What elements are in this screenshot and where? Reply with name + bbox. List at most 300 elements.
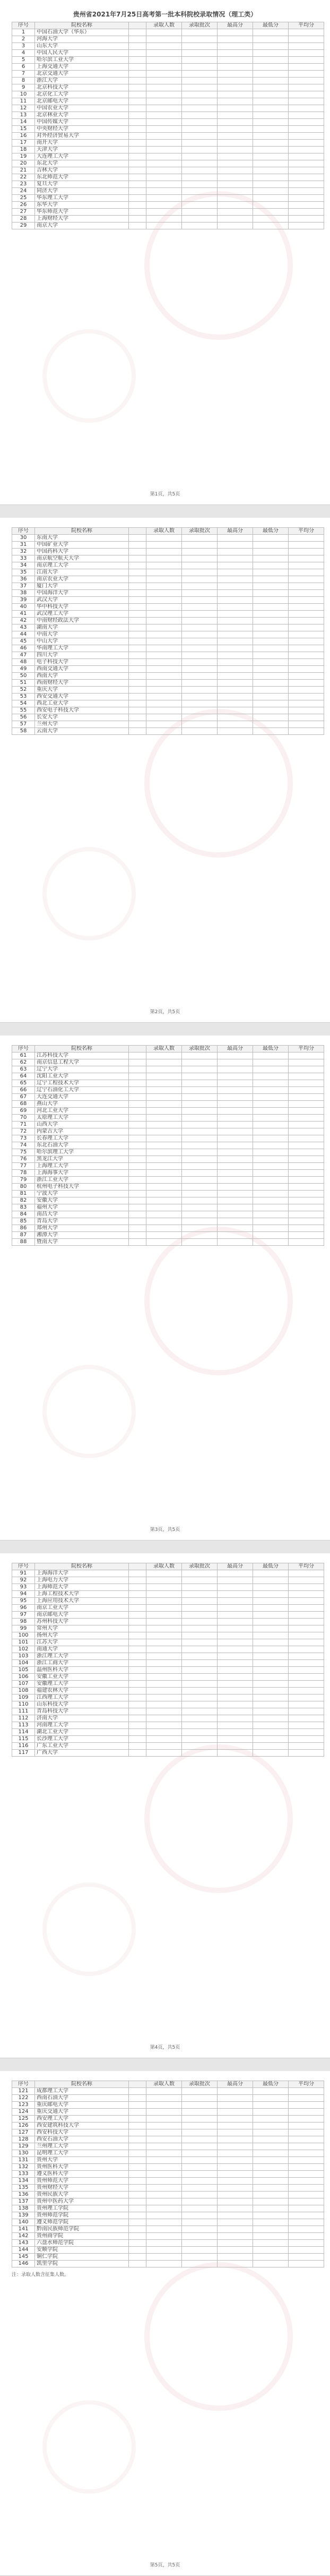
cell-min: [253, 714, 289, 721]
column-header: 最低分: [253, 528, 289, 535]
cell-count: [146, 1163, 182, 1170]
cell-max: [218, 1736, 253, 1743]
column-header: [129, 2081, 146, 2088]
cell-batch: [182, 2254, 218, 2261]
cell-min: [253, 576, 289, 583]
column-header: 序号: [12, 528, 35, 535]
cell-avg: [289, 2226, 324, 2233]
cell-batch: [182, 2102, 218, 2109]
cell-no: 135: [12, 2185, 35, 2192]
cell-min: [253, 707, 289, 714]
cell-min: [253, 2205, 289, 2212]
table-row: [12, 687, 324, 694]
cell-max: [218, 1639, 253, 1646]
cell-name: 上海应用技术大学: [35, 1598, 129, 1605]
cell-count: [146, 549, 182, 555]
cell-batch: [182, 1066, 218, 1073]
cell-count: [146, 1211, 182, 1218]
cell-no: 71: [12, 1122, 35, 1128]
cell-min: [253, 1115, 289, 1122]
cell-name: 江西理工大学: [35, 1694, 129, 1701]
cell-avg: [289, 71, 324, 78]
cell-min: [253, 1170, 289, 1177]
cell-batch: [182, 2247, 218, 2254]
cell-max: [218, 91, 253, 98]
cell-avg: [289, 1584, 324, 1591]
cell-count: [146, 645, 182, 652]
admission-table: [12, 2081, 324, 2267]
column-header: 录取人数: [146, 22, 182, 29]
column-header: 平均分: [289, 528, 324, 535]
cell-no: 121: [12, 2088, 35, 2095]
cell-max: [218, 1191, 253, 1197]
cell-blank: [129, 29, 146, 36]
cell-max: [218, 1197, 253, 1204]
cell-max: [218, 714, 253, 721]
cell-name: 湖北工业大学: [35, 1729, 129, 1736]
cell-count: [146, 43, 182, 50]
page-content: [12, 1563, 318, 2036]
table-row: [12, 611, 324, 618]
cell-avg: [289, 542, 324, 549]
cell-blank: [129, 1674, 146, 1681]
cell-max: [218, 181, 253, 188]
cell-no: 31: [12, 542, 35, 549]
cell-blank: [129, 1052, 146, 1059]
cell-avg: [289, 1225, 324, 1232]
cell-no: 43: [12, 624, 35, 631]
cell-avg: [289, 2192, 324, 2198]
cell-min: [253, 1577, 289, 1584]
column-header: 录取人数: [146, 1563, 182, 1570]
cell-avg: [289, 2136, 324, 2143]
table-row: [12, 2123, 324, 2129]
cell-blank: [129, 50, 146, 57]
cell-avg: [289, 1577, 324, 1584]
cell-batch: [182, 542, 218, 549]
cell-name: 苏州科技大学: [35, 1619, 129, 1625]
table-row: [12, 112, 324, 119]
cell-min: [253, 1660, 289, 1667]
cell-blank: [129, 202, 146, 209]
page-content: [12, 527, 318, 1001]
cell-name: 武汉理工大学: [35, 611, 129, 618]
cell-name: 凯里学院: [35, 2261, 129, 2267]
cell-no: 38: [12, 590, 35, 597]
cell-max: [218, 78, 253, 84]
table-row: [12, 590, 324, 597]
cell-avg: [289, 2212, 324, 2219]
cell-name: 贵州师范大学: [35, 2178, 129, 2185]
cell-name: 大连交通大学: [35, 1094, 129, 1101]
cell-avg: [289, 2102, 324, 2109]
cell-max: [218, 1128, 253, 1135]
cell-count: [146, 1722, 182, 1729]
cell-avg: [289, 1598, 324, 1605]
table-row: [12, 1701, 324, 1708]
cell-blank: [129, 1197, 146, 1204]
cell-avg: [289, 1204, 324, 1211]
cell-blank: [129, 105, 146, 112]
cell-blank: [129, 2233, 146, 2240]
cell-batch: [182, 562, 218, 569]
cell-no: 17: [12, 140, 35, 147]
cell-batch: [182, 1722, 218, 1729]
column-header: 院校名称: [35, 1046, 129, 1052]
cell-name: 辽宁石油化工大学: [35, 1087, 129, 1094]
cell-min: [253, 50, 289, 57]
cell-max: [218, 126, 253, 133]
cell-blank: [129, 1708, 146, 1715]
cell-no: 100: [12, 1632, 35, 1639]
admission-table: [12, 1563, 324, 1757]
cell-min: [253, 1646, 289, 1653]
cell-max: [218, 618, 253, 624]
cell-no: 64: [12, 1073, 35, 1080]
cell-avg: [289, 167, 324, 174]
cell-blank: [129, 728, 146, 735]
cell-count: [146, 29, 182, 36]
cell-no: 49: [12, 666, 35, 673]
cell-min: [253, 1066, 289, 1073]
column-header: 录取批次: [182, 1046, 218, 1052]
cell-batch: [182, 1701, 218, 1708]
cell-min: [253, 2226, 289, 2233]
cell-blank: [129, 1584, 146, 1591]
cell-name: 太原理工大学: [35, 1115, 129, 1122]
table-row: [12, 597, 324, 604]
column-header: 平均分: [289, 1563, 324, 1570]
cell-max: [218, 604, 253, 611]
cell-no: 86: [12, 1225, 35, 1232]
table-row: [12, 1191, 324, 1197]
cell-no: 48: [12, 659, 35, 666]
cell-max: [218, 2247, 253, 2254]
cell-min: [253, 2129, 289, 2136]
cell-count: [146, 1239, 182, 1246]
cell-max: [218, 2088, 253, 2095]
cell-count: [146, 1681, 182, 1688]
cell-name: 辽宁大学: [35, 1066, 129, 1073]
table-row: [12, 2240, 324, 2247]
cell-min: [253, 2095, 289, 2102]
cell-name: 大连理工大学: [35, 153, 129, 160]
cell-batch: [182, 2150, 218, 2157]
cell-avg: [289, 1115, 324, 1122]
cell-batch: [182, 1101, 218, 1108]
cell-avg: [289, 195, 324, 202]
column-header: 序号: [12, 1563, 35, 1570]
cell-no: 87: [12, 1232, 35, 1239]
cell-batch: [182, 202, 218, 209]
cell-no: 85: [12, 1218, 35, 1225]
cell-count: [146, 188, 182, 195]
cell-name: 青岛科技大学: [35, 1708, 129, 1715]
table-row: [12, 714, 324, 721]
cell-avg: [289, 1646, 324, 1653]
cell-min: [253, 105, 289, 112]
cell-count: [146, 1122, 182, 1128]
cell-blank: [129, 2088, 146, 2095]
cell-count: [146, 2136, 182, 2143]
cell-name: 南京邮电大学: [35, 1612, 129, 1619]
cell-name: 黑龙江大学: [35, 1156, 129, 1163]
table-row: [12, 1722, 324, 1729]
cell-count: [146, 1660, 182, 1667]
cell-no: 133: [12, 2171, 35, 2178]
cell-avg: [289, 1612, 324, 1619]
cell-max: [218, 2212, 253, 2219]
cell-batch: [182, 1674, 218, 1681]
cell-no: 20: [12, 160, 35, 167]
table-row: [12, 160, 324, 167]
cell-max: [218, 1149, 253, 1156]
cell-count: [146, 576, 182, 583]
cell-max: [218, 1080, 253, 1087]
cell-no: 143: [12, 2240, 35, 2247]
cell-max: [218, 1674, 253, 1681]
cell-no: 75: [12, 1149, 35, 1156]
table-row: [12, 209, 324, 216]
cell-batch: [182, 1729, 218, 1736]
cell-blank: [129, 2095, 146, 2102]
table-row: [12, 1612, 324, 1619]
cell-max: [218, 1156, 253, 1163]
cell-count: [146, 71, 182, 78]
column-header: 最低分: [253, 22, 289, 29]
cell-batch: [182, 576, 218, 583]
cell-blank: [129, 1660, 146, 1667]
cell-no: 140: [12, 2219, 35, 2226]
cell-no: 132: [12, 2164, 35, 2171]
cell-max: [218, 2198, 253, 2205]
cell-no: 142: [12, 2233, 35, 2240]
cell-min: [253, 1108, 289, 1115]
cell-blank: [129, 1094, 146, 1101]
cell-avg: [289, 2123, 324, 2129]
table-row: [12, 2254, 324, 2261]
cell-max: [218, 112, 253, 119]
cell-name: 对外经济贸易大学: [35, 133, 129, 140]
cell-max: [218, 222, 253, 229]
cell-batch: [182, 2178, 218, 2185]
cell-blank: [129, 2219, 146, 2226]
cell-no: 22: [12, 174, 35, 181]
cell-count: [146, 562, 182, 569]
cell-blank: [129, 687, 146, 694]
cell-batch: [182, 57, 218, 64]
table-row: [12, 1750, 324, 1757]
table-row: [12, 174, 324, 181]
cell-blank: [129, 195, 146, 202]
cell-no: 36: [12, 576, 35, 583]
cell-batch: [182, 2192, 218, 2198]
cell-blank: [129, 1570, 146, 1577]
cell-min: [253, 1619, 289, 1625]
cell-blank: [129, 2240, 146, 2247]
cell-count: [146, 160, 182, 167]
cell-max: [218, 50, 253, 57]
cell-avg: [289, 1073, 324, 1080]
cell-blank: [129, 721, 146, 728]
cell-batch: [182, 1197, 218, 1204]
cell-batch: [182, 1598, 218, 1605]
cell-batch: [182, 1591, 218, 1598]
cell-batch: [182, 1708, 218, 1715]
cell-count: [146, 2185, 182, 2192]
cell-max: [218, 1577, 253, 1584]
cell-batch: [182, 1605, 218, 1612]
cell-max: [218, 202, 253, 209]
cell-avg: [289, 2240, 324, 2247]
cell-name: 温州医科大学: [35, 1667, 129, 1674]
cell-max: [218, 147, 253, 153]
cell-avg: [289, 2116, 324, 2123]
cell-min: [253, 611, 289, 618]
cell-blank: [129, 555, 146, 562]
cell-batch: [182, 1211, 218, 1218]
cell-name: 江南大学: [35, 569, 129, 576]
cell-max: [218, 631, 253, 638]
cell-count: [146, 714, 182, 721]
cell-name: 南京信息工程大学: [35, 1059, 129, 1066]
cell-no: 93: [12, 1584, 35, 1591]
cell-name: 南京大学: [35, 222, 129, 229]
cell-name: 杭州电子科技大学: [35, 1184, 129, 1191]
cell-name: 北京科技大学: [35, 84, 129, 91]
cell-count: [146, 126, 182, 133]
table-row: [12, 2192, 324, 2198]
cell-no: 82: [12, 1197, 35, 1204]
cell-no: 45: [12, 638, 35, 645]
cell-avg: [289, 576, 324, 583]
cell-name: 浙江工商大学: [35, 1660, 129, 1667]
cell-blank: [129, 1218, 146, 1225]
cell-batch: [182, 2088, 218, 2095]
cell-batch: [182, 1170, 218, 1177]
cell-max: [218, 1225, 253, 1232]
cell-blank: [129, 2198, 146, 2205]
cell-min: [253, 1701, 289, 1708]
cell-batch: [182, 209, 218, 216]
cell-max: [218, 216, 253, 222]
cell-batch: [182, 167, 218, 174]
cell-no: 34: [12, 562, 35, 569]
cell-avg: [289, 2157, 324, 2164]
page-footer: 第4页，共5页: [150, 2045, 180, 2050]
cell-no: 145: [12, 2254, 35, 2261]
cell-name: 西安石油大学: [35, 2136, 129, 2143]
cell-avg: [289, 1729, 324, 1736]
cell-no: 105: [12, 1667, 35, 1674]
cell-name: 遵义师范学院: [35, 2219, 129, 2226]
cell-min: [253, 1163, 289, 1170]
cell-batch: [182, 1625, 218, 1632]
cell-batch: [182, 1087, 218, 1094]
cell-name: 成都理工大学: [35, 2088, 129, 2095]
cell-no: 80: [12, 1184, 35, 1191]
table-row: [12, 1087, 324, 1094]
cell-batch: [182, 721, 218, 728]
table-row: [12, 1598, 324, 1605]
cell-count: [146, 2095, 182, 2102]
cell-blank: [129, 569, 146, 576]
cell-count: [146, 1225, 182, 1232]
cell-no: 5: [12, 57, 35, 64]
cell-batch: [182, 694, 218, 700]
cell-batch: [182, 71, 218, 78]
cell-max: [218, 687, 253, 694]
cell-blank: [129, 604, 146, 611]
cell-blank: [129, 1225, 146, 1232]
table-row: [12, 549, 324, 555]
cell-min: [253, 2116, 289, 2123]
table-row: [12, 700, 324, 707]
cell-avg: [289, 631, 324, 638]
cell-blank: [129, 645, 146, 652]
cell-avg: [289, 29, 324, 36]
cell-blank: [129, 1087, 146, 1094]
cell-count: [146, 1736, 182, 1743]
cell-no: 50: [12, 673, 35, 680]
cell-count: [146, 590, 182, 597]
table-row: [12, 2157, 324, 2164]
cell-count: [146, 2247, 182, 2254]
cell-min: [253, 569, 289, 576]
cell-min: [253, 29, 289, 36]
cell-no: 125: [12, 2116, 35, 2123]
cell-min: [253, 1177, 289, 1184]
cell-max: [218, 1135, 253, 1142]
cell-name: 贵州大学: [35, 2157, 129, 2164]
cell-avg: [289, 569, 324, 576]
cell-batch: [182, 1660, 218, 1667]
cell-blank: [129, 631, 146, 638]
cell-min: [253, 1570, 289, 1577]
cell-max: [218, 133, 253, 140]
cell-no: 91: [12, 1570, 35, 1577]
cell-count: [146, 174, 182, 181]
cell-count: [146, 1605, 182, 1612]
cell-avg: [289, 1708, 324, 1715]
cell-max: [218, 1204, 253, 1211]
cell-name: 华东师范大学: [35, 209, 129, 216]
cell-name: 常州大学: [35, 1625, 129, 1632]
cell-blank: [129, 638, 146, 645]
cell-no: 106: [12, 1674, 35, 1681]
cell-name: 长沙理工大学: [35, 1736, 129, 1743]
cell-name: 湖南大学: [35, 624, 129, 631]
cell-avg: [289, 1688, 324, 1694]
cell-count: [146, 167, 182, 174]
cell-min: [253, 64, 289, 71]
cell-min: [253, 71, 289, 78]
cell-max: [218, 1087, 253, 1094]
cell-batch: [182, 181, 218, 188]
cell-count: [146, 209, 182, 216]
cell-avg: [289, 57, 324, 64]
cell-batch: [182, 2171, 218, 2178]
page-footer: 第3页，共5页: [150, 1527, 180, 1533]
cell-blank: [129, 1163, 146, 1170]
table-row: [12, 1632, 324, 1639]
cell-count: [146, 1170, 182, 1177]
cell-count: [146, 535, 182, 542]
cell-name: 安徽工业大学: [35, 1674, 129, 1681]
cell-min: [253, 1232, 289, 1239]
cell-avg: [289, 1660, 324, 1667]
table-row: [12, 2233, 324, 2240]
